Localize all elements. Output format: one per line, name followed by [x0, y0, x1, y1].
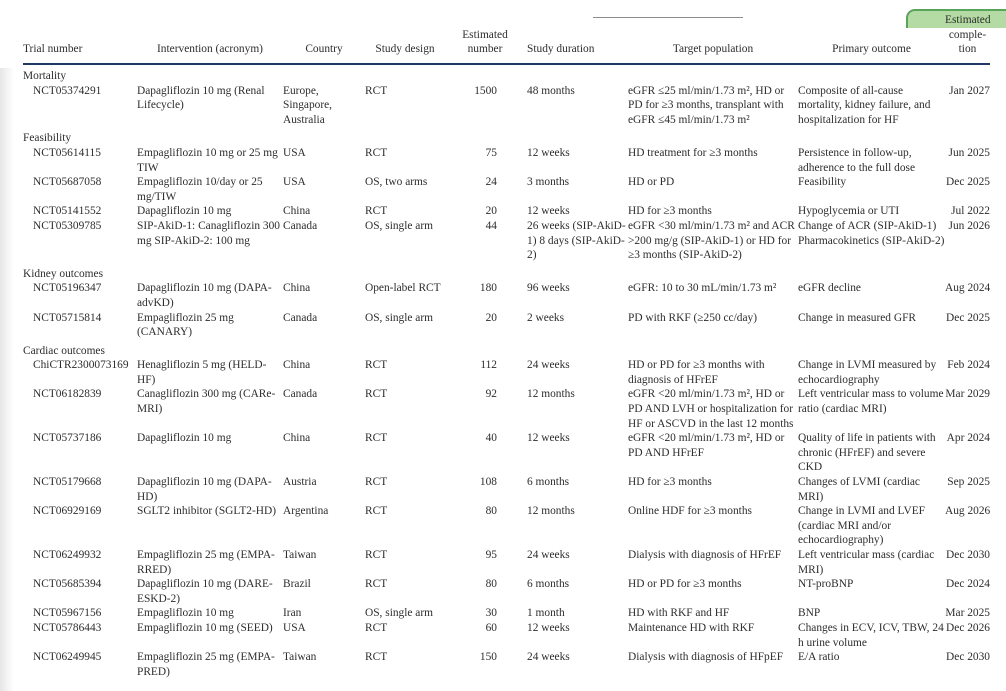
cell-intervention: Empagliflozin 25 mg (CANARY) — [137, 311, 234, 339]
cell-duration: 12 weeks — [527, 432, 570, 445]
cell-completion: Feb 2024 — [947, 359, 990, 372]
cell-n: 24 — [485, 176, 497, 189]
cell-design: RCT — [365, 651, 388, 664]
cell-intervention: Empagliflozin 10 mg or 25 mg TIW — [137, 146, 278, 174]
cell-duration: 2 weeks — [527, 311, 565, 324]
col-header-intervention: Intervention (acronym) — [137, 0, 283, 64]
table-row — [23, 548, 990, 577]
cell-population: Maintenance HD with RKF — [628, 621, 755, 634]
cell-intervention: Empagliflozin 25 mg (EMPA-RRED) — [137, 549, 275, 576]
table-row — [23, 504, 990, 548]
cell-n: 108 — [479, 476, 497, 489]
cell-completion: Sep 2025 — [947, 476, 990, 489]
cell-completion: Dec 2026 — [946, 621, 990, 634]
cell-country: USA — [283, 176, 306, 189]
cell-population: Dialysis with diagnosis of HFrEF — [628, 549, 782, 561]
cell-country: USA — [283, 621, 306, 634]
cell-outcome: Hypoglycemia or UTI — [798, 205, 900, 218]
cell-duration: 12 weeks — [527, 205, 570, 218]
cell-population: HD or PD for ≥3 months with diagnosis of HFrEF — [628, 359, 765, 386]
cell-population: Online HDF for ≥3 months — [628, 505, 752, 518]
cell-design: OS, single arm — [365, 311, 434, 324]
cell-country: Europe, Singapore, Australia — [283, 84, 333, 126]
cell-outcome: Changes in ECV, ICV, TBW, 24 h urine volume — [798, 621, 944, 649]
cell-outcome: Change in LVMI and LVEF (cardiac MRI and/or echocardiography) — [798, 505, 925, 547]
cell-trial: NCT06182839 — [33, 388, 102, 401]
cell-duration: 24 weeks — [527, 549, 570, 561]
cell-design: RCT — [365, 505, 388, 518]
cell-trial: NCT05196347 — [33, 282, 102, 295]
cell-intervention: Empagliflozin 10 mg (SEED) — [137, 621, 273, 634]
cell-duration: 1 month — [527, 607, 565, 620]
table-row — [23, 621, 990, 650]
cell-trial: NCT05967156 — [33, 607, 102, 620]
cell-trial: NCT05715814 — [33, 311, 102, 324]
cell-outcome: Feasibility — [798, 176, 847, 189]
table-row — [23, 358, 990, 387]
table-header — [23, 0, 990, 64]
cell-completion: Dec 2030 — [946, 549, 990, 561]
cell-design: RCT — [365, 359, 388, 372]
col-header-study-duration: Study duration — [497, 0, 628, 64]
cell-intervention: SIP-AkiD-1: Canagliflozin 300 mg SIP-AkiD-2: 100 mg — [137, 219, 281, 247]
cell-population: eGFR ≤25 ml/min/1.73 m², HD or PD for ≥3 months, transplant with eGFR ≤45 ml/min/1.73 m² — [628, 84, 785, 126]
cell-design: OS, two arms — [365, 176, 428, 189]
cell-population: HD treatment for ≥3 months — [628, 146, 758, 159]
cell-design: RCT — [365, 84, 388, 97]
cell-country: USA — [283, 146, 306, 159]
table-row — [23, 577, 990, 606]
cell-outcome: Changes of LVMI (cardiac MRI) — [798, 476, 920, 503]
cell-outcome: Left ventricular mass to volume ratio (cardiac MRI) — [798, 388, 944, 416]
cell-completion: Dec 2025 — [946, 176, 990, 189]
table-row — [23, 475, 990, 504]
cell-duration: 26 weeks (SIP-AkiD-1) 8 days (SIP-AkiD-2) — [527, 219, 626, 262]
cell-trial: NCT05141552 — [33, 205, 102, 218]
cell-completion: Apr 2024 — [946, 432, 990, 445]
cell-duration: 48 months — [527, 84, 575, 97]
cell-intervention: Dapagliflozin 10 mg (DAPA-advKD) — [137, 282, 272, 309]
cell-n: 20 — [485, 205, 497, 218]
cell-duration: 6 months — [527, 578, 570, 591]
cell-outcome: Change in measured GFR — [798, 311, 916, 324]
cell-design: RCT — [365, 578, 388, 591]
cell-n: 150 — [479, 651, 497, 664]
cell-completion: Dec 2024 — [946, 578, 990, 591]
cell-population: eGFR <30 ml/min/1.73 m² and ACR >200 mg/g (SIP-AkiD-1) or HD for ≥3 months (SIP-AkiD-2) — [628, 219, 795, 262]
col-header-estimated-number: Estimated number — [459, 0, 511, 64]
cell-outcome: BNP — [798, 607, 821, 620]
cell-country: Argentina — [283, 505, 329, 518]
cell-outcome: Change of ACR (SIP-AkiD-1) Pharmacokinetics (SIP-AkiD-2) — [798, 219, 945, 247]
cell-completion: Jun 2025 — [948, 146, 990, 159]
table-row — [23, 311, 990, 340]
col-header-study-design: Study design — [365, 0, 445, 64]
table-row — [23, 281, 990, 310]
cell-trial: NCT05179668 — [33, 476, 102, 489]
table-row — [23, 650, 990, 679]
cell-design: OS, single arm — [365, 219, 434, 232]
cell-completion: Mar 2029 — [945, 388, 990, 401]
cell-trial: NCT05737186 — [33, 432, 102, 445]
cell-design: RCT — [365, 388, 388, 401]
cell-completion: Dec 2025 — [946, 311, 990, 324]
table-row — [23, 146, 990, 175]
cell-country: Taiwan — [283, 651, 317, 664]
cell-outcome: Composite of all-cause mortality, kidney failure, and hospitalization for HF — [798, 84, 931, 126]
col-header-target-population: Target population — [628, 0, 798, 64]
table-row — [23, 219, 990, 263]
cell-design: RCT — [365, 146, 388, 159]
col-header-trial-number: Trial number — [23, 0, 137, 64]
cell-intervention: Dapagliflozin 10 mg (Renal Lifecycle) — [137, 84, 265, 112]
cell-design: Open-label RCT — [365, 282, 441, 295]
cell-duration: 96 weeks — [527, 282, 570, 295]
cell-completion: Jul 2022 — [951, 205, 990, 218]
table-row — [23, 606, 990, 621]
cell-design: RCT — [365, 549, 388, 561]
cell-completion: Aug 2024 — [945, 282, 991, 295]
cell-outcome: Quality of life in patients with chronic (HFrEF) and severe CKD — [798, 432, 936, 474]
cell-country: Canada — [283, 311, 318, 324]
col-header-estimated-completion: Estimated comple-tion — [945, 0, 990, 64]
section-row — [23, 64, 990, 84]
cell-intervention: Canagliflozin 300 mg (CARe-MRI) — [137, 388, 276, 416]
section-label: Feasibility — [23, 132, 72, 145]
section-row — [23, 263, 990, 282]
cell-intervention: Empagliflozin 25 mg (EMPA-PRED) — [137, 651, 275, 678]
cell-population: HD for ≥3 months — [628, 476, 712, 489]
cell-outcome: NT-proBNP — [798, 578, 854, 591]
cell-country: Austria — [283, 476, 317, 489]
table-row — [23, 431, 990, 475]
cell-population: eGFR <20 ml/min/1.73 m², HD or PD AND HFrEF — [628, 432, 785, 459]
cell-n: 44 — [485, 219, 497, 232]
cell-population: HD with RKF and HF — [628, 607, 730, 620]
section-label: Cardiac outcomes — [23, 344, 105, 357]
cell-trial: NCT05309785 — [33, 219, 102, 232]
cell-trial: NCT05685394 — [33, 578, 102, 591]
cell-n: 1500 — [474, 84, 497, 97]
cell-trial: NCT05687058 — [33, 176, 102, 189]
cell-n: 75 — [485, 146, 497, 159]
cell-country: China — [283, 282, 311, 295]
cell-outcome: Persistence in follow-up, adherence to the full dose — [798, 146, 916, 174]
cell-population: PD with RKF (≥250 cc/day) — [628, 311, 758, 324]
cell-country: China — [283, 359, 311, 372]
cell-trial: NCT06929169 — [33, 505, 102, 518]
cell-design: RCT — [365, 476, 388, 489]
cell-n: 95 — [485, 549, 497, 561]
cell-trial: NCT05614115 — [33, 146, 101, 159]
cell-population: HD for ≥3 months — [628, 205, 712, 218]
cell-n: 80 — [485, 578, 497, 591]
section-row — [23, 340, 990, 359]
cell-trial: ChiCTR2300073169 — [33, 359, 129, 372]
cell-n: 60 — [485, 621, 497, 634]
cell-outcome: E/A ratio — [798, 651, 840, 664]
cell-population: eGFR <20 ml/min/1.73 m², HD or PD AND LVH or hospitalization for HF or ASCVD in the last 12 months — [628, 388, 794, 430]
cell-duration: 3 months — [527, 176, 570, 189]
cell-design: RCT — [365, 621, 388, 634]
cell-country: Canada — [283, 219, 318, 232]
cell-population: Dialysis with diagnosis of HFpEF — [628, 651, 784, 664]
cell-trial: NCT05374291 — [33, 84, 102, 97]
col-header-country: Country — [283, 0, 365, 64]
cell-country: Iran — [283, 607, 302, 620]
table-body — [23, 64, 990, 679]
cell-population: eGFR: 10 to 30 mL/min/1.73 m² — [628, 282, 777, 295]
cell-intervention: Dapagliflozin 10 mg — [137, 205, 232, 218]
cell-intervention: Dapagliflozin 10 mg — [137, 432, 232, 445]
cell-n: 30 — [485, 607, 497, 620]
cell-outcome: Change in LVMI measured by echocardiography — [798, 359, 937, 386]
cell-duration: 12 months — [527, 505, 575, 518]
cell-country: China — [283, 205, 311, 218]
cell-n: 92 — [485, 388, 497, 401]
cell-completion: Aug 2026 — [945, 505, 991, 518]
cell-duration: 12 months — [527, 388, 575, 401]
cell-outcome: eGFR decline — [798, 282, 861, 295]
cell-intervention: Empagliflozin 10/day or 25 mg/TIW — [137, 176, 263, 203]
cell-design: RCT — [365, 205, 388, 218]
table-row — [23, 387, 990, 431]
cell-n: 40 — [485, 432, 497, 445]
cell-completion: Mar 2025 — [945, 607, 990, 620]
cell-design: RCT — [365, 432, 388, 445]
cell-duration: 24 weeks — [527, 651, 570, 664]
cell-n: 20 — [485, 311, 497, 324]
clinical-trials-table — [23, 0, 990, 679]
cell-duration: 12 weeks — [527, 146, 570, 159]
table-row — [23, 204, 990, 219]
cell-n: 80 — [485, 505, 497, 518]
cell-population: HD or PD for ≥3 months — [628, 578, 742, 591]
cell-country: Taiwan — [283, 549, 317, 561]
cell-duration: 6 months — [527, 476, 570, 489]
table-row — [23, 175, 990, 204]
cell-duration: 24 weeks — [527, 359, 570, 372]
cell-intervention: Empagliflozin 10 mg — [137, 607, 234, 620]
cell-trial: NCT05786443 — [33, 621, 102, 634]
cell-country: Brazil — [283, 578, 311, 591]
cell-trial: NCT06249932 — [33, 549, 102, 561]
page-edge-shadow — [0, 68, 14, 691]
cell-population: HD or PD — [628, 176, 675, 189]
cell-outcome: Left ventricular mass (cardiac MRI) — [798, 549, 935, 576]
cell-n: 112 — [480, 359, 497, 372]
cell-completion: Dec 2030 — [946, 651, 990, 664]
table-row — [23, 84, 990, 128]
cell-completion: Jan 2027 — [949, 84, 990, 97]
cell-duration: 12 weeks — [527, 621, 570, 634]
cell-completion: Jun 2026 — [948, 219, 990, 232]
col-header-primary-outcome: Primary outcome — [798, 0, 945, 64]
section-label: Mortality — [23, 70, 67, 82]
cell-country: Canada — [283, 388, 318, 401]
cell-intervention: Dapagliflozin 10 mg (DARE-ESKD-2) — [137, 578, 273, 605]
cell-intervention: SGLT2 inhibitor (SGLT2-HD) — [137, 505, 277, 518]
section-row — [23, 127, 990, 146]
cell-design: OS, single arm — [365, 607, 434, 620]
cell-intervention: Dapagliflozin 10 mg (DAPA-HD) — [137, 476, 272, 503]
cell-n: 180 — [479, 282, 497, 295]
cell-intervention: Henagliflozin 5 mg (HELD-HF) — [137, 359, 267, 386]
section-label: Kidney outcomes — [23, 267, 104, 280]
cell-country: China — [283, 432, 311, 445]
cell-trial: NCT06249945 — [33, 651, 102, 664]
